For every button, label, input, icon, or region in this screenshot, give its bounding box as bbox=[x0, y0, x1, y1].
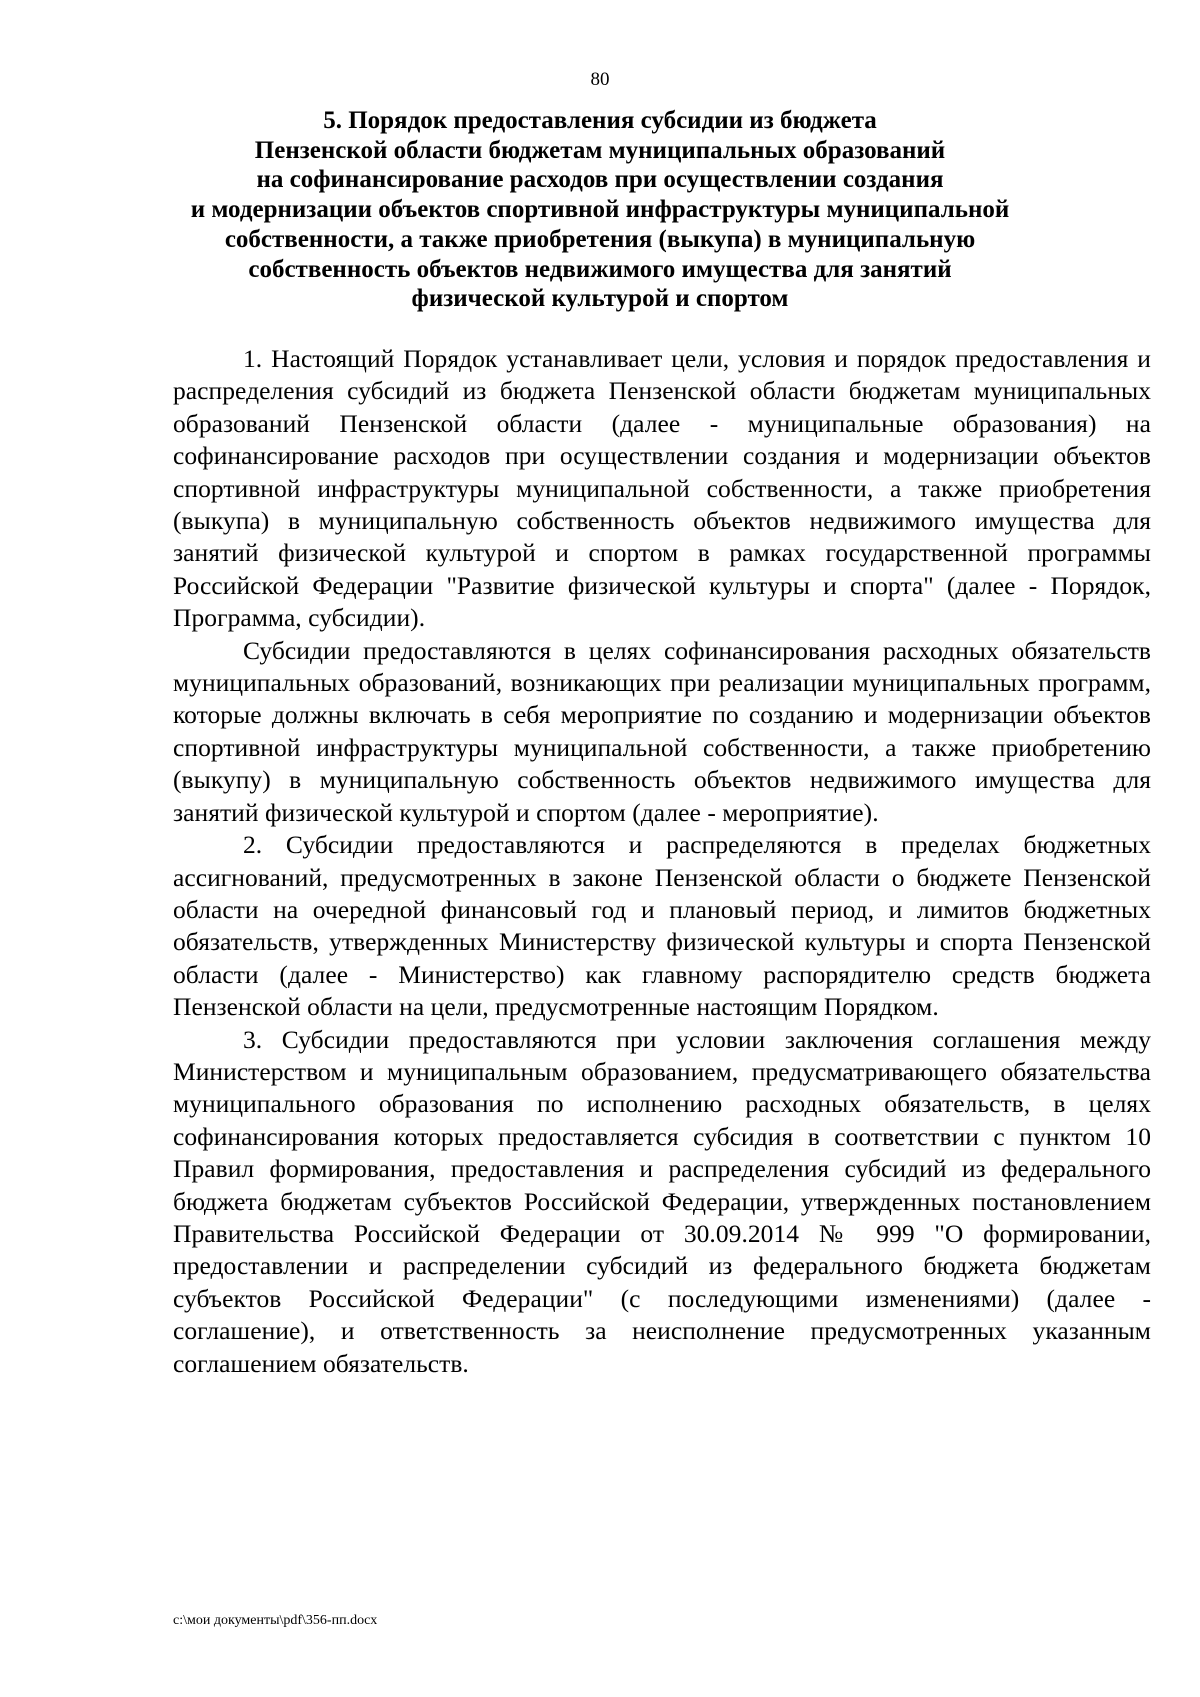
paragraph-subsidies-purpose: Субсидии предоставляются в целях софинансирования расходных обязательств муниципальных образований, возникающих при реализации муниципальных программ, которые должны включать в себя мероприятие по созданию и модернизации объектов спортивной инфраструктуры муниципальной собственности, а также приобретению (выкупу) в муниципальную собственность объектов недвижимого имущества для занятий физической культурой и спортом (далее - мероприятие). bbox=[173, 635, 1151, 827]
heading-line: Пензенской области бюджетам муниципальных образований bbox=[254, 136, 946, 164]
heading-line: на софинансирование расходов при осуществлении создания bbox=[256, 166, 944, 194]
section-heading bbox=[150, 106, 1050, 314]
heading-line: физической культурой и спортом bbox=[411, 285, 789, 313]
paragraph-2: 2. Субсидии предоставляются и распределяются в пределах бюджетных ассигнований, предусмотренных в законе Пензенской области о бюджете Пензенской области на очередной финансовый год и плановый период, и лимитов бюджетных обязательств, утвержденных Министерству физической культуры и спорта Пензенской области (далее - Министерство) как главному распорядителю средств бюджета Пензенской области на цели, предусмотренные настоящим Порядком. bbox=[173, 830, 1151, 1022]
heading-line: 5. Порядок предоставления субсидии из бюджета bbox=[323, 107, 877, 134]
paragraph-1: 1. Настоящий Порядок устанавливает цели, условия и порядок предоставления и распределения субсидий из бюджета Пензенской области бюджетам муниципальных образований Пензенской области (далее - муниципальные образования) на софинансирование расходов при осуществлении создания и модернизации объектов спортивной инфраструктуры муниципальной собственности, а также приобретения (выкупа) в муниципальную собственность объектов недвижимого имущества для занятий физической культурой и спортом в рамках государственной программы Российской Федерации "Развитие физической культуры и спорта" (далее - Порядок, Программа, субсидии). bbox=[173, 344, 1151, 633]
document-body bbox=[173, 343, 1151, 1380]
heading-line: собственности, а также приобретения (выкупа) в муниципальную bbox=[224, 225, 976, 253]
heading-line: и модернизации объектов спортивной инфраструктуры муниципальной bbox=[190, 196, 1010, 224]
paragraph-3: 3. Субсидии предоставляются при условии заключения соглашения между Министерством и муниципальным образованием, предусматривающего обязательства муниципального образования по исполнению расходных обязательств, в целях софинансирования которых предоставляется субсидия в соответствии с пунктом 10 Правил формирования, предоставления и распределения субсидий из федерального бюджета бюджетам субъектов Российской Федерации, утвержденных постановлением Правительства Российской Федерации от 30.09.2014 № 999 "О формировании, предоставлении и распределении субсидий из федерального бюджета бюджетам субъектов Российской Федерации" (с последующими изменениями) (далее - соглашение), и ответственность за неисполнение предусмотренных указанным соглашением обязательств. bbox=[173, 1024, 1151, 1378]
page-number: 80 bbox=[590, 69, 610, 90]
file-path-footer: c:\мои документы\pdf\356-пп.docx bbox=[173, 1613, 378, 1628]
heading-line: собственность объектов недвижимого имущества для занятий bbox=[248, 255, 952, 283]
